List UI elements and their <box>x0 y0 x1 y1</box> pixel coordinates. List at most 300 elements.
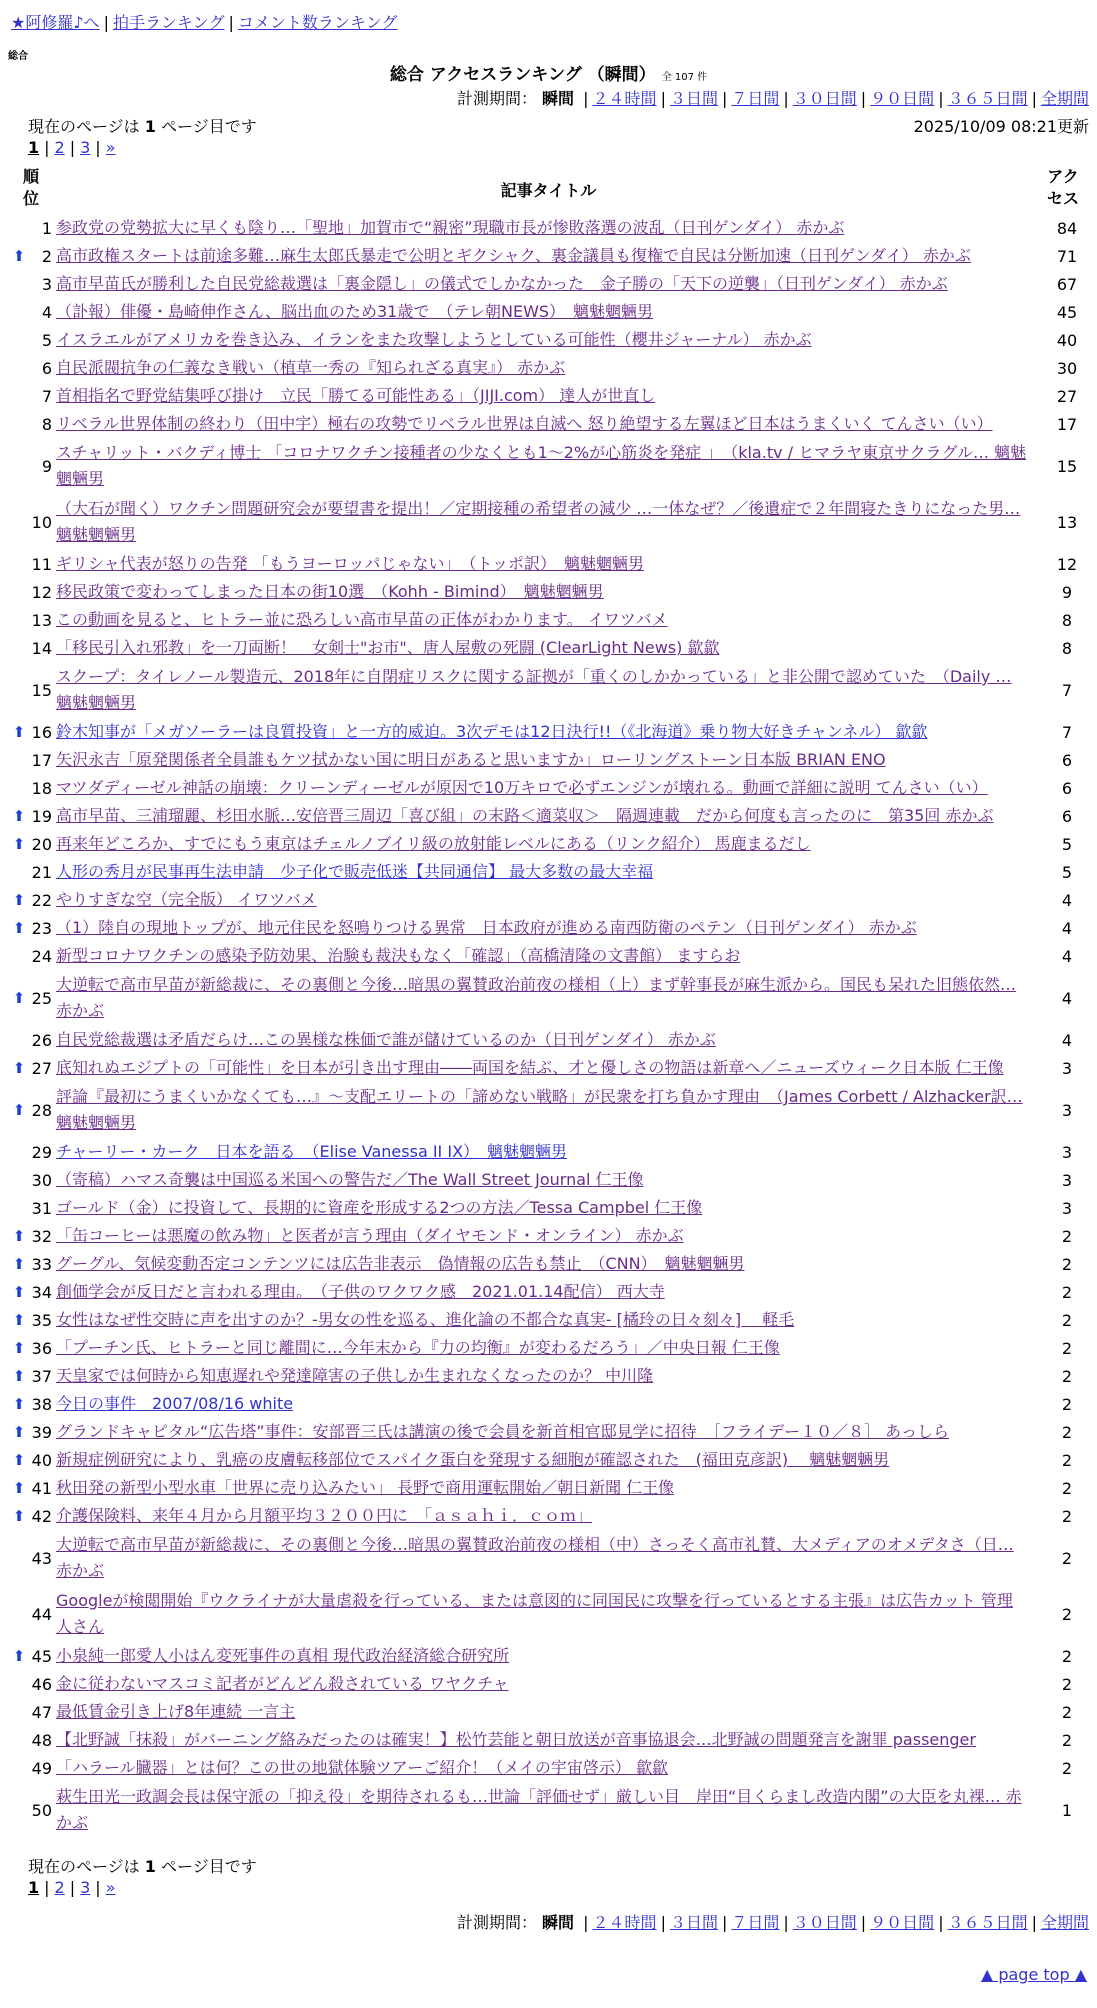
access-count: 4 <box>1061 946 1073 966</box>
access-count: 2 <box>1061 1604 1073 1624</box>
access-count: 17 <box>1056 414 1078 434</box>
up-arrow-icon: ⬆ <box>12 1255 26 1273</box>
page-info-suffix: ページ目です <box>161 1857 257 1876</box>
rank-number: 47 <box>31 1702 52 1722</box>
article-title-cell <box>56 915 1037 941</box>
period-option-0[interactable]: ２４時間 <box>592 1913 657 1932</box>
table-row <box>0 1026 1097 1054</box>
article-title-cell <box>56 1671 1037 1697</box>
article-title-cell <box>56 1167 1037 1193</box>
article-link[interactable]: 大逆転で高市早苗が新総裁に、その裏側と今後…暗黒の翼賛政治前夜の様相（上）まず幹事長が麻生派から。国民も呆れた旧態依然… 赤かぶ <box>56 975 1017 1020</box>
pager-next-link[interactable]: » <box>105 1878 116 1897</box>
article-link[interactable]: 自民党総裁選は矛盾だらけ…この異様な株価で誰が儲けているのか（日刊ゲンダイ） 赤かぶ <box>56 1030 716 1049</box>
article-title-cell <box>56 635 1037 661</box>
separator: | <box>783 89 789 108</box>
article-title-cell <box>56 803 1037 829</box>
article-title-cell <box>56 1419 1037 1445</box>
period-option-3[interactable]: ３０日間 <box>792 89 857 108</box>
article-title-cell <box>56 775 1037 801</box>
table-row <box>0 242 1097 270</box>
article-link[interactable]: 天皇家では何時から知恵遅れや発達障害の子供しか生まれなくなったのか？ 中川隆 <box>56 1366 654 1385</box>
table-row <box>0 1166 1097 1194</box>
period-option-0[interactable]: ２４時間 <box>592 89 657 108</box>
access-count: 3 <box>1061 1198 1073 1218</box>
table-row <box>0 1138 1097 1166</box>
updated-timestamp: 2025/10/09 08:21更新 <box>913 117 1089 136</box>
up-arrow-icon: ⬆ <box>12 989 26 1007</box>
table-row <box>0 1054 1097 1082</box>
table-row <box>0 298 1097 326</box>
access-count: 2 <box>1061 1702 1073 1722</box>
article-link[interactable]: 「プーチン氏、ヒトラーと同じ離間に…今年末から『力の均衡』が変わるだろう」／中央日報 仁王像 <box>56 1338 780 1357</box>
article-link[interactable]: 「移民引入れ邪教」を一刀両断！ 女剣士"お市"、唐人屋敷の死闘 (ClearLight News) 歙歙 <box>56 638 720 657</box>
separator: | <box>721 1913 728 1932</box>
article-title-cell <box>56 1784 1037 1836</box>
rank-number: 26 <box>31 1030 52 1050</box>
table-row <box>0 1670 1097 1698</box>
article-title-cell <box>56 1532 1037 1584</box>
article-link[interactable]: 自民派閥抗争の仁義なき戦い（植草一秀の『知られざる真実』） 赤かぶ <box>56 358 566 377</box>
period-option-1[interactable]: ３日間 <box>669 89 718 108</box>
period-option-1[interactable]: ３日間 <box>669 1913 718 1932</box>
rank-number: 15 <box>31 680 52 700</box>
separator: | <box>583 89 589 108</box>
article-link[interactable]: （1）陸自の現地トップが、地元住民を怒鳴りつける異常 日本政府が進める南西防衛のペテン（日刊ゲンダイ） 赤かぶ <box>56 918 917 937</box>
rank-number: 43 <box>31 1548 52 1568</box>
rank-number: 12 <box>31 582 52 602</box>
access-count: 45 <box>1056 302 1078 322</box>
article-link[interactable]: （寄稿）ハマス奇襲は中国巡る米国への警告だ／The Wall Street Journal 仁王像 <box>56 1170 644 1189</box>
rank-number: 30 <box>31 1170 52 1190</box>
separator: | <box>95 1878 101 1897</box>
period-option-5[interactable]: ３６５日間 <box>947 89 1028 108</box>
separator: | <box>938 1913 944 1932</box>
article-link[interactable]: リベラル世界体制の終わり（田中宇）極右の攻勢でリベラル世界は自滅へ 怒り絶望する左翼ほど日本はうまくいく てんさい（い） <box>56 414 993 433</box>
article-link[interactable]: 創価学会が反日だと言われる理由。 （子供のワクワク感 2021.01.14配信） 西大寺 <box>56 1282 665 1301</box>
rank-number: 21 <box>31 862 52 882</box>
article-title-cell <box>56 747 1037 773</box>
rank-number: 19 <box>31 806 52 826</box>
table-row <box>0 410 1097 438</box>
pager-page-link[interactable]: 3 <box>80 138 91 157</box>
separator: | <box>95 138 101 157</box>
access-count: 2 <box>1061 1226 1073 1246</box>
up-arrow-icon: ⬆ <box>12 1647 26 1665</box>
table-row <box>0 830 1097 858</box>
separator: | <box>660 89 666 108</box>
access-count: 7 <box>1061 722 1073 742</box>
access-count: 2 <box>1061 1338 1073 1358</box>
article-title-cell <box>56 972 1037 1024</box>
table-row <box>0 858 1097 886</box>
separator: | <box>1031 89 1037 108</box>
rank-number: 48 <box>31 1730 52 1750</box>
pager-page-link[interactable]: 2 <box>54 138 65 157</box>
table-row <box>0 662 1097 718</box>
up-arrow-icon: ⬆ <box>12 835 26 853</box>
rank-number: 45 <box>31 1646 52 1666</box>
rank-number: 35 <box>31 1310 52 1330</box>
article-title-cell <box>56 1335 1037 1361</box>
up-arrow-icon: ⬆ <box>12 247 26 265</box>
rank-number: 6 <box>41 358 52 378</box>
rank-number: 25 <box>31 988 52 1008</box>
access-count: 4 <box>1061 918 1073 938</box>
up-arrow-icon: ⬆ <box>12 1311 26 1329</box>
article-title-cell <box>56 1643 1037 1669</box>
rank-number: 7 <box>41 386 52 406</box>
table-row <box>0 914 1097 942</box>
access-count: 27 <box>1056 386 1078 406</box>
article-link[interactable]: 小泉純一郎愛人小はん変死事件の真相 現代政治経済総合研究所 <box>56 1646 510 1665</box>
up-arrow-icon: ⬆ <box>12 919 26 937</box>
article-link[interactable]: チャーリー・カーク 日本を語る （Elise Vanessa II IX） 魑魅魍魎男 <box>56 1142 568 1161</box>
comment-ranking-link[interactable]: コメント数ランキング <box>237 13 398 32</box>
article-link[interactable]: マツダディーゼル神話の崩壊：クリーンディーゼルが原因で10万キロで必ずエンジンが壊れる。動画で詳細に説明 てんさい（い） <box>56 778 988 797</box>
table-row <box>0 718 1097 746</box>
table-row <box>0 1502 1097 1530</box>
rank-number: 9 <box>41 456 52 476</box>
table-row <box>0 214 1097 242</box>
separator: | <box>860 89 867 108</box>
up-arrow-icon: ⬆ <box>12 1507 26 1525</box>
rank-column-header: 順位 <box>22 167 39 208</box>
article-title-cell <box>56 1279 1037 1305</box>
rank-number: 29 <box>31 1142 52 1162</box>
article-link[interactable]: 秋田発の新型小型水車「世界に売り込みたい」 長野で商用運転開始／朝日新聞 仁王像 <box>56 1478 675 1497</box>
article-link[interactable]: ギリシャ代表が怒りの告発 「もうヨーロッパじゃない」 （トッポ訳） 魑魅魍魎男 <box>56 554 644 573</box>
table-row <box>0 1334 1097 1362</box>
period-option-6[interactable]: 全期間 <box>1040 1913 1089 1932</box>
rank-number: 44 <box>31 1604 52 1624</box>
access-count: 40 <box>1056 330 1078 350</box>
article-title-cell <box>56 887 1037 913</box>
article-title-cell <box>56 496 1037 548</box>
period-selector-bottom <box>457 1910 1089 1933</box>
up-arrow-icon: ⬆ <box>12 1059 26 1077</box>
article-link[interactable]: グーグル、気候変動否定コンテンツには広告非表示 偽情報の広告も禁止 （CNN） 魑魅魍魎男 <box>56 1254 745 1273</box>
access-count: 6 <box>1061 778 1073 798</box>
access-count: 8 <box>1061 638 1073 658</box>
article-title-cell <box>56 943 1037 969</box>
access-count: 3 <box>1061 1170 1073 1190</box>
table-row <box>0 1278 1097 1306</box>
rank-number: 5 <box>41 330 52 350</box>
access-count: 3 <box>1061 1058 1073 1078</box>
table-row <box>0 886 1097 914</box>
article-title-cell <box>56 1503 1037 1529</box>
rank-number: 14 <box>31 638 52 658</box>
article-link[interactable]: 高市政権スタートは前途多難…麻生太郎氏暴走で公明とギクシャク、裏金議員も復権で自民は分断加速（日刊ゲンダイ） 赤かぶ <box>56 246 971 265</box>
access-count: 4 <box>1061 1030 1073 1050</box>
table-row <box>0 1586 1097 1642</box>
rank-number: 36 <box>31 1338 52 1358</box>
article-title-cell <box>56 1475 1037 1501</box>
page-info-bottom <box>28 1854 257 1877</box>
rank-number: 24 <box>31 946 52 966</box>
access-count: 2 <box>1061 1422 1073 1442</box>
article-link[interactable]: 再来年どころか、すでにもう東京はチェルノブイリ級の放射能レベルにある（リンク紹介） 馬鹿まるだし <box>56 834 811 853</box>
article-title-cell <box>56 1055 1037 1081</box>
article-title-cell <box>56 551 1037 577</box>
pager-current-page: 1 <box>28 138 40 157</box>
access-count: 2 <box>1061 1506 1073 1526</box>
pager-bottom <box>28 1878 115 1897</box>
rank-number: 49 <box>31 1758 52 1778</box>
table-row <box>0 970 1097 1026</box>
article-link[interactable]: 萩生田光一政調会長は保守派の「抑え役」を期待されるも…世論「評価せず」厳しい目 岸田“目くらまし改造内閣”の大臣を丸裸… 赤かぶ <box>56 1787 1022 1832</box>
up-arrow-icon: ⬆ <box>12 1423 26 1441</box>
article-link[interactable]: Googleが検閲開始『ウクライナが大量虐殺を行っている、または意図的に同国民に攻撃を行っているとする主張』は広告カット 管理人さん <box>56 1591 1013 1636</box>
period-option-4[interactable]: ９０日間 <box>870 1913 935 1932</box>
rank-number: 38 <box>31 1394 52 1414</box>
access-count: 2 <box>1061 1254 1073 1274</box>
article-link[interactable]: 高市早苗、三浦瑠麗、杉田水脈…安倍晋三周辺「喜び組」の末路＜適菜収＞ 隔週連載 だから何度も言ったのに 第35回 赤かぶ <box>56 806 994 825</box>
access-count: 15 <box>1056 456 1078 476</box>
article-link[interactable]: 移民政策で変わってしまった日本の街10選 （Kohh - Bimind） 魑魅魍魎男 <box>56 582 604 601</box>
table-row <box>0 494 1097 550</box>
article-link[interactable]: 首相指名で野党結集呼び掛け 立民「勝てる可能性ある」（JIJI.com） 達人が世直し <box>56 386 656 405</box>
page-info-prefix: 現在のページは <box>28 1857 140 1876</box>
rank-number: 28 <box>31 1100 52 1120</box>
rank-number: 46 <box>31 1674 52 1694</box>
table-row <box>0 1390 1097 1418</box>
period-option-3[interactable]: ３０日間 <box>792 1913 857 1932</box>
article-link[interactable]: やりすぎな空（完全版） イワツバメ <box>56 890 317 909</box>
article-link[interactable]: 新規症例研究により、乳癌の皮膚転移部位でスパイク蛋白を発現する細胞が確認された (福田克彦訳) 魑魅魍魎男 <box>56 1450 890 1469</box>
article-title-cell <box>56 664 1037 716</box>
article-title-cell <box>56 1363 1037 1389</box>
access-count: 2 <box>1061 1450 1073 1470</box>
access-count: 12 <box>1056 554 1078 574</box>
article-link[interactable]: 女性はなぜ性交時に声を出すのか？-男女の性を巡る、進化論の不都合な真実- [橘玲の日々刻々] 軽毛 <box>56 1310 795 1329</box>
access-count: 67 <box>1056 274 1078 294</box>
article-link[interactable]: 高市早苗氏が勝利した自民党総裁選は「裏金隠し」の儀式でしかなかった 金子勝の「天下の逆襲」（日刊ゲンダイ） 赤かぶ <box>56 274 948 293</box>
table-row <box>0 1418 1097 1446</box>
page-info-number: 1 <box>144 1857 156 1876</box>
article-title-cell <box>56 579 1037 605</box>
access-count: 6 <box>1061 806 1073 826</box>
table-row <box>0 1642 1097 1670</box>
article-title-cell <box>56 1391 1037 1417</box>
top-navigation <box>11 10 397 33</box>
rank-number: 37 <box>31 1366 52 1386</box>
page-top-link[interactable]: ▲ page top ▲ <box>980 1965 1087 1984</box>
article-link[interactable]: 大逆転で高市早苗が新総裁に、その裏側と今後…暗黒の翼賛政治前夜の様相（中）さっそく高市礼賛、大メディアのオメデタさ（日… 赤かぶ <box>56 1535 1014 1580</box>
rank-number: 17 <box>31 750 52 770</box>
title-column-header: 記事タイトル <box>500 181 597 200</box>
article-link[interactable]: 新型コロナワクチンの感染予防効果、治験も裁決もなく「確認」（高橋清隆の文書館） ますらお <box>56 946 741 965</box>
article-link[interactable]: 「ハラール臓器」とは何？この世の地獄体験ツアーご紹介！（メイの宇宙啓示） 歙歙 <box>56 1758 668 1777</box>
article-link[interactable]: 「缶コーヒーは悪魔の飲み物」と医者が言う理由（ダイヤモンド・オンライン） 赤かぶ <box>56 1226 684 1245</box>
article-link[interactable]: （大石が聞く）ワクチン問題研究会が要望書を提出！／定期接種の希望者の減少 …一体なぜ？／後遺症で２年間寝たきりになった男… 魑魅魍魎男 <box>56 499 1021 544</box>
article-link[interactable]: スチャリット・バクディ博士 「コロナワクチン接種者の少なくとも1～2%が心筋炎を発症 」 （kla.tv / ヒマラヤ東京サクラグル… 魑魅魍魎男 <box>56 443 1027 488</box>
access-count: 7 <box>1061 680 1073 700</box>
total-count: 全 107 件 <box>661 72 708 83</box>
article-link[interactable]: 金に従わないマスコミ記者がどんどん殺されている ワヤクチャ <box>56 1674 509 1693</box>
article-title-cell <box>56 411 1037 437</box>
table-row <box>0 1726 1097 1754</box>
table-row <box>0 438 1097 494</box>
separator: | <box>721 89 728 108</box>
access-count: 3 <box>1061 1142 1073 1162</box>
table-row <box>0 746 1097 774</box>
page-info-prefix: 現在のページは <box>28 117 140 136</box>
table-row <box>0 1306 1097 1334</box>
article-link[interactable]: 矢沢永吉「原発関係者全員誰もケツ拭かない国に明日があると思いますか」ローリングストーン日本版 BRIAN ENO <box>56 750 886 769</box>
rank-number: 40 <box>31 1450 52 1470</box>
access-count: 2 <box>1061 1758 1073 1778</box>
period-option-5[interactable]: ３６５日間 <box>947 1913 1028 1932</box>
separator: | <box>860 1913 867 1932</box>
page-info-number: 1 <box>144 117 156 136</box>
access-count: 2 <box>1061 1282 1073 1302</box>
period-current: 瞬間 <box>542 89 575 108</box>
article-link[interactable]: グランドキャピタル“広告塔”事件：安部晋三氏は講演の後で会員を新首相官邸見学に招待 ［フライデー１０／８］ あっしら <box>56 1422 950 1441</box>
access-count: 5 <box>1061 834 1073 854</box>
rank-number: 50 <box>31 1800 52 1820</box>
article-title-cell <box>56 327 1037 353</box>
pager-page-link[interactable]: 2 <box>54 1878 65 1897</box>
access-count: 4 <box>1061 890 1073 910</box>
up-arrow-icon: ⬆ <box>12 1451 26 1469</box>
article-title-cell <box>56 215 1037 241</box>
up-arrow-icon: ⬆ <box>12 807 26 825</box>
table-row <box>0 270 1097 298</box>
category-label: 総合 <box>8 51 28 62</box>
access-count: 2 <box>1061 1366 1073 1386</box>
rank-number: 34 <box>31 1282 52 1302</box>
table-row <box>0 1698 1097 1726</box>
access-count: 84 <box>1056 218 1078 238</box>
rank-number: 8 <box>41 414 52 434</box>
article-title-cell <box>56 271 1037 297</box>
ranking-title: 総合 アクセスランキング （瞬間） <box>389 65 656 85</box>
article-link[interactable]: 底知れぬエジプトの「可能性」を日本が引き出す理由――両国を結ぶ、才と優しさの物語は新章へ／ニューズウィーク日本版 仁王像 <box>56 1058 1004 1077</box>
article-link[interactable]: 最低賃金引き上げ8年連続 一言主 <box>56 1702 296 1721</box>
access-count: 3 <box>1061 1100 1073 1120</box>
access-count: 8 <box>1061 610 1073 630</box>
page-info-top <box>28 114 257 137</box>
rank-number: 2 <box>41 246 52 266</box>
table-row <box>0 1530 1097 1586</box>
rank-number: 3 <box>41 274 52 294</box>
article-link[interactable]: 評論『最初にうまくいかなくても…』～支配エリートの「諦めない戦略」が民衆を打ち負かす理由 （James Corbett / Alzhacker訳… 魑魅魍魎男 <box>56 1087 1023 1132</box>
access-count: 30 <box>1056 358 1078 378</box>
table-row <box>0 606 1097 634</box>
rank-number: 20 <box>31 834 52 854</box>
page-info-suffix: ページ目です <box>161 117 257 136</box>
article-title-cell <box>56 859 1037 885</box>
ranking-table <box>0 162 1097 1838</box>
access-count: 6 <box>1061 750 1073 770</box>
table-row <box>0 354 1097 382</box>
article-title-cell <box>56 1307 1037 1333</box>
pager-page-link[interactable]: 3 <box>80 1878 91 1897</box>
rank-number: 16 <box>31 722 52 742</box>
access-count: 5 <box>1061 862 1073 882</box>
period-current: 瞬間 <box>542 1913 575 1932</box>
rank-number: 18 <box>31 778 52 798</box>
article-title-cell <box>56 607 1037 633</box>
rank-number: 1 <box>41 218 52 238</box>
table-row <box>0 382 1097 410</box>
article-title-cell <box>56 440 1037 492</box>
access-count: 13 <box>1056 512 1078 532</box>
article-link[interactable]: ゴールド（金）に投資して、長期的に資産を形成する2つの方法／Tessa Campbel 仁王像 <box>56 1198 703 1217</box>
applause-ranking-link[interactable]: 拍手ランキング <box>112 13 225 32</box>
separator: | <box>228 13 234 32</box>
separator: | <box>660 1913 666 1932</box>
article-title-cell <box>56 1084 1037 1136</box>
article-link[interactable]: 鈴木知事が「メガソーラーは良質投資」と一方的威迫。3次デモは12日決行!!（《北海道》乗り物大好きチャンネル） 歙歙 <box>56 722 928 741</box>
up-arrow-icon: ⬆ <box>12 1479 26 1497</box>
article-link[interactable]: イスラエルがアメリカを巻き込み、イランをまた攻撃しようとしている可能性（櫻井ジャーナル） 赤かぶ <box>56 330 812 349</box>
article-title-cell <box>56 299 1037 325</box>
article-link[interactable]: 介護保険料、来年４月から月額平均３２００円に 「ａｓａｈｉ．ｃｏｍ」 <box>56 1506 593 1525</box>
article-link[interactable]: この動画を見ると、ヒトラー並に恐ろしい高市早苗の正体がわかります。 イワツバメ <box>56 610 668 629</box>
access-count: 1 <box>1061 1800 1073 1820</box>
table-row <box>0 1446 1097 1474</box>
period-option-2[interactable]: ７日間 <box>731 89 780 108</box>
access-count: 4 <box>1061 988 1073 1008</box>
pager-next-link[interactable]: » <box>105 138 116 157</box>
page-title <box>0 60 1097 85</box>
access-count: 2 <box>1061 1478 1073 1498</box>
article-title-cell <box>56 1195 1037 1221</box>
period-option-6[interactable]: 全期間 <box>1040 89 1089 108</box>
table-row <box>0 1754 1097 1782</box>
article-link[interactable]: 参政党の党勢拡大に早くも陰り…「聖地」加賀市で“親密”現職市長が惨敗落選の波乱（日刊ゲンダイ） 赤かぶ <box>56 218 845 237</box>
period-label: 計測期間： <box>456 89 537 108</box>
ranking-rows <box>0 214 1097 1838</box>
access-column-header: アクセス <box>1046 167 1079 208</box>
article-title-cell <box>56 1727 1037 1753</box>
separator: | <box>69 1878 76 1897</box>
access-count: 2 <box>1061 1310 1073 1330</box>
article-title-cell <box>56 1588 1037 1640</box>
article-link[interactable]: 人形の秀月が民事再生法申請 少子化で販売低迷【共同通信】 最大多数の最大幸福 <box>56 862 654 881</box>
table-row <box>0 1222 1097 1250</box>
rank-number: 27 <box>31 1058 52 1078</box>
home-link[interactable]: ★阿修羅♪へ <box>11 13 100 32</box>
article-link[interactable]: 今日の事件 2007/08/16 white <box>56 1394 294 1413</box>
rank-number: 39 <box>31 1422 52 1442</box>
access-count: 71 <box>1056 246 1078 266</box>
up-arrow-icon: ⬆ <box>12 1227 26 1245</box>
article-title-cell <box>56 243 1037 269</box>
rank-number: 33 <box>31 1254 52 1274</box>
article-title-cell <box>56 355 1037 381</box>
article-link[interactable]: 【北野誠「抹殺」がバーニング絡みだったのは確実！】松竹芸能と朝日放送が音事協退会…北野誠の問題発言を謝罪 passenger <box>56 1730 976 1749</box>
separator: | <box>69 138 76 157</box>
access-count: 2 <box>1061 1730 1073 1750</box>
article-title-cell <box>56 719 1037 745</box>
up-arrow-icon: ⬆ <box>12 1367 26 1385</box>
up-arrow-icon: ⬆ <box>12 1395 26 1413</box>
up-arrow-icon: ⬆ <box>12 1339 26 1357</box>
period-option-2[interactable]: ７日間 <box>731 1913 780 1932</box>
article-link[interactable]: （訃報）俳優・島崎伸作さん、脳出血のため31歳で （テレ朝NEWS） 魑魅魍魎男 <box>56 302 654 321</box>
article-title-cell <box>56 1447 1037 1473</box>
article-link[interactable]: スクープ：タイレノール製造元、2018年に自閉症リスクに関する証拠が「重くのしかかっている」と非公開で認めていた （Daily … 魑魅魍魎男 <box>56 667 1012 712</box>
period-option-4[interactable]: ９０日間 <box>870 89 935 108</box>
table-row <box>0 550 1097 578</box>
rank-number: 11 <box>31 554 52 574</box>
table-row <box>0 1082 1097 1138</box>
table-row <box>0 774 1097 802</box>
article-title-cell <box>56 383 1037 409</box>
